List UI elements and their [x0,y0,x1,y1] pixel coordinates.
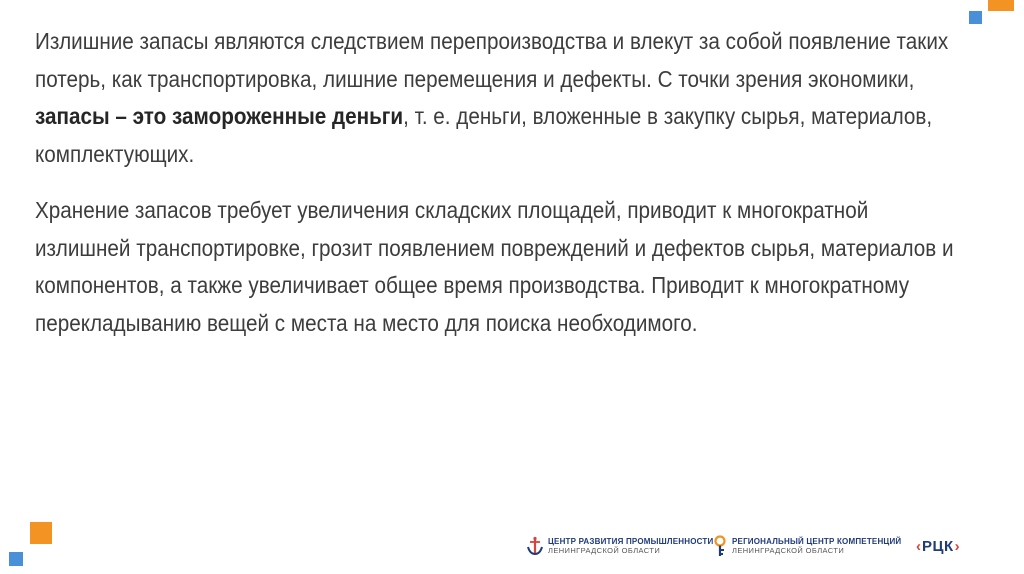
anchor-logo-icon [526,536,544,556]
decor-square-orange-top [988,0,1014,11]
logo-2-title: РЕГИОНАЛЬНЫЙ ЦЕНТР КОМПЕТЕНЦИЙ [732,537,902,546]
paragraph-1-text-start: Излишние запасы являются следствием перепроизводства и влекут за собой появление таких потерь, как транспортировка, лишние перемещения и дефекты. С точки зрения экономики, [35,28,949,92]
paragraph-1 [35,23,968,173]
logo-2-subtitle: ЛЕНИНГРАДСКОЙ ОБЛАСТИ [732,546,845,555]
key-logo-icon [712,535,728,557]
logo-1-title: ЦЕНТР РАЗВИТИЯ ПРОМЫШЛЕННОСТИ [548,537,714,546]
paragraph-1-bold: запасы – это замороженные деньги [35,103,404,129]
decor-square-blue-top [969,11,982,24]
paragraph-1-text-end: , т. е. деньги, вложенные в закупку сырья, материалов, комплектующих. [35,103,933,167]
logo-industry-center [526,536,713,556]
logo-rck [916,538,960,555]
chevron-right-icon: › [954,538,960,555]
footer [0,530,1024,574]
logo-competence-center [712,535,901,557]
paragraph-2: Хранение запасов требует увеличения складских площадей, приводит к многократной излишней транспортировке, грозит появлением повреждений и дефектов сырья, материалов и компонентов, а также увеличивает общее время производства. Приводит к многократному перекладыванию вещей с места на место для поиска необходимого. [35,197,954,336]
logo-1-subtitle: ЛЕНИНГРАДСКОЙ ОБЛАСТИ [548,546,661,555]
chevron-left-icon: ‹ [916,538,921,555]
logo-3-text: РЦК [922,538,954,555]
